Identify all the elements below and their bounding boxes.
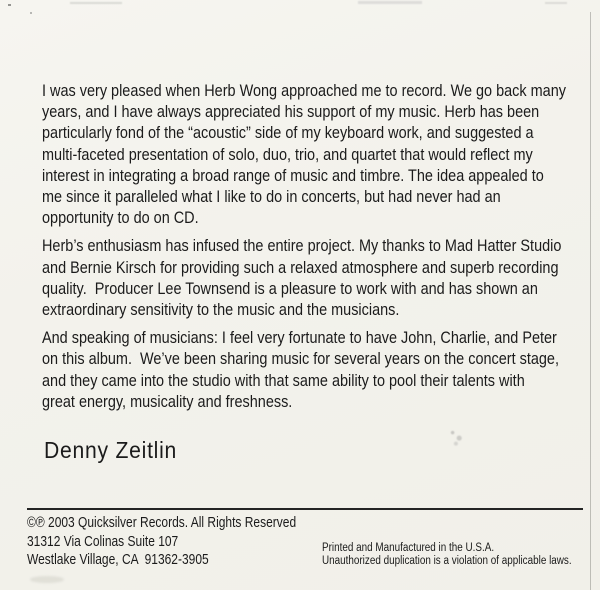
text-line: ©℗ 2003 Quicksilver Records. All Rights Reserved [27,514,297,531]
text-line: And speaking of musicians: I feel very fortunate to have John, Charlie, and Peter [42,328,557,348]
text-line: Printed and Manufactured in the U.S.A. [322,542,495,554]
text-line: me since it paralleled what I like to do in concerts, but had never had an [42,187,501,207]
text-line: opportunity to do on CD. [42,208,199,228]
scan-edge-artifact [590,12,591,590]
text-line: 31312 Via Colinas Suite 107 [27,532,179,550]
scan-smudge-artifact [358,1,422,4]
text-line: interest in integrating a broad range of music and timbre. The idea appealed to [42,165,544,185]
text-line: Herb’s enthusiasm has infused the entire project. My thanks to Mad Hatter Studio [42,236,562,256]
text-line: I was very pleased when Herb Wong approached me to record. We go back many [42,81,566,100]
scan-smudge-artifact [30,576,64,583]
liner-notes-text [42,80,586,419]
signature-name: Denny Zeitlin [44,437,178,463]
scan-smudge-artifact [545,2,567,4]
text-line: on this album. We’ve been sharing music for several years on the concert stage, [42,349,559,369]
scan-smudge-artifact [70,2,122,4]
text-line: great energy, musicality and freshness. [42,391,293,411]
text-line: and they came into the studio with that same ability to pool their talents with [42,370,525,390]
text-line: Westlake Village, CA 91362-3905 [27,551,209,569]
copyright-block [27,514,363,570]
scan-speck-artifact [30,12,32,14]
text-line: multi-faceted presentation of solo, duo, trio, and quartet that would reflect my [42,144,533,164]
scan-smudge-artifact [446,426,468,448]
manufacture-notice-block [322,542,600,568]
divider-rule [27,508,583,510]
text-line: Unauthorized duplication is a violation of applicable laws. [322,555,572,567]
text-line: particularly fond of the “acoustic” side of my keyboard work, and suggested a [42,123,534,143]
text-line: and Bernie Kirsch for providing such a relaxed atmosphere and superb recording [42,257,559,277]
liner-notes-paragraph-1 [42,80,586,228]
scan-speck-artifact [8,4,11,6]
liner-notes-paragraph-2 [42,235,586,320]
text-line: years, and I have always appreciated his support of my music. Herb has been [42,102,540,122]
liner-notes-paragraph-3 [42,327,586,412]
text-line: quality. Producer Lee Townsend is a pleasure to work with and has shown an [42,278,538,298]
text-line: extraordinary sensitivity to the music and the musicians. [42,300,400,320]
